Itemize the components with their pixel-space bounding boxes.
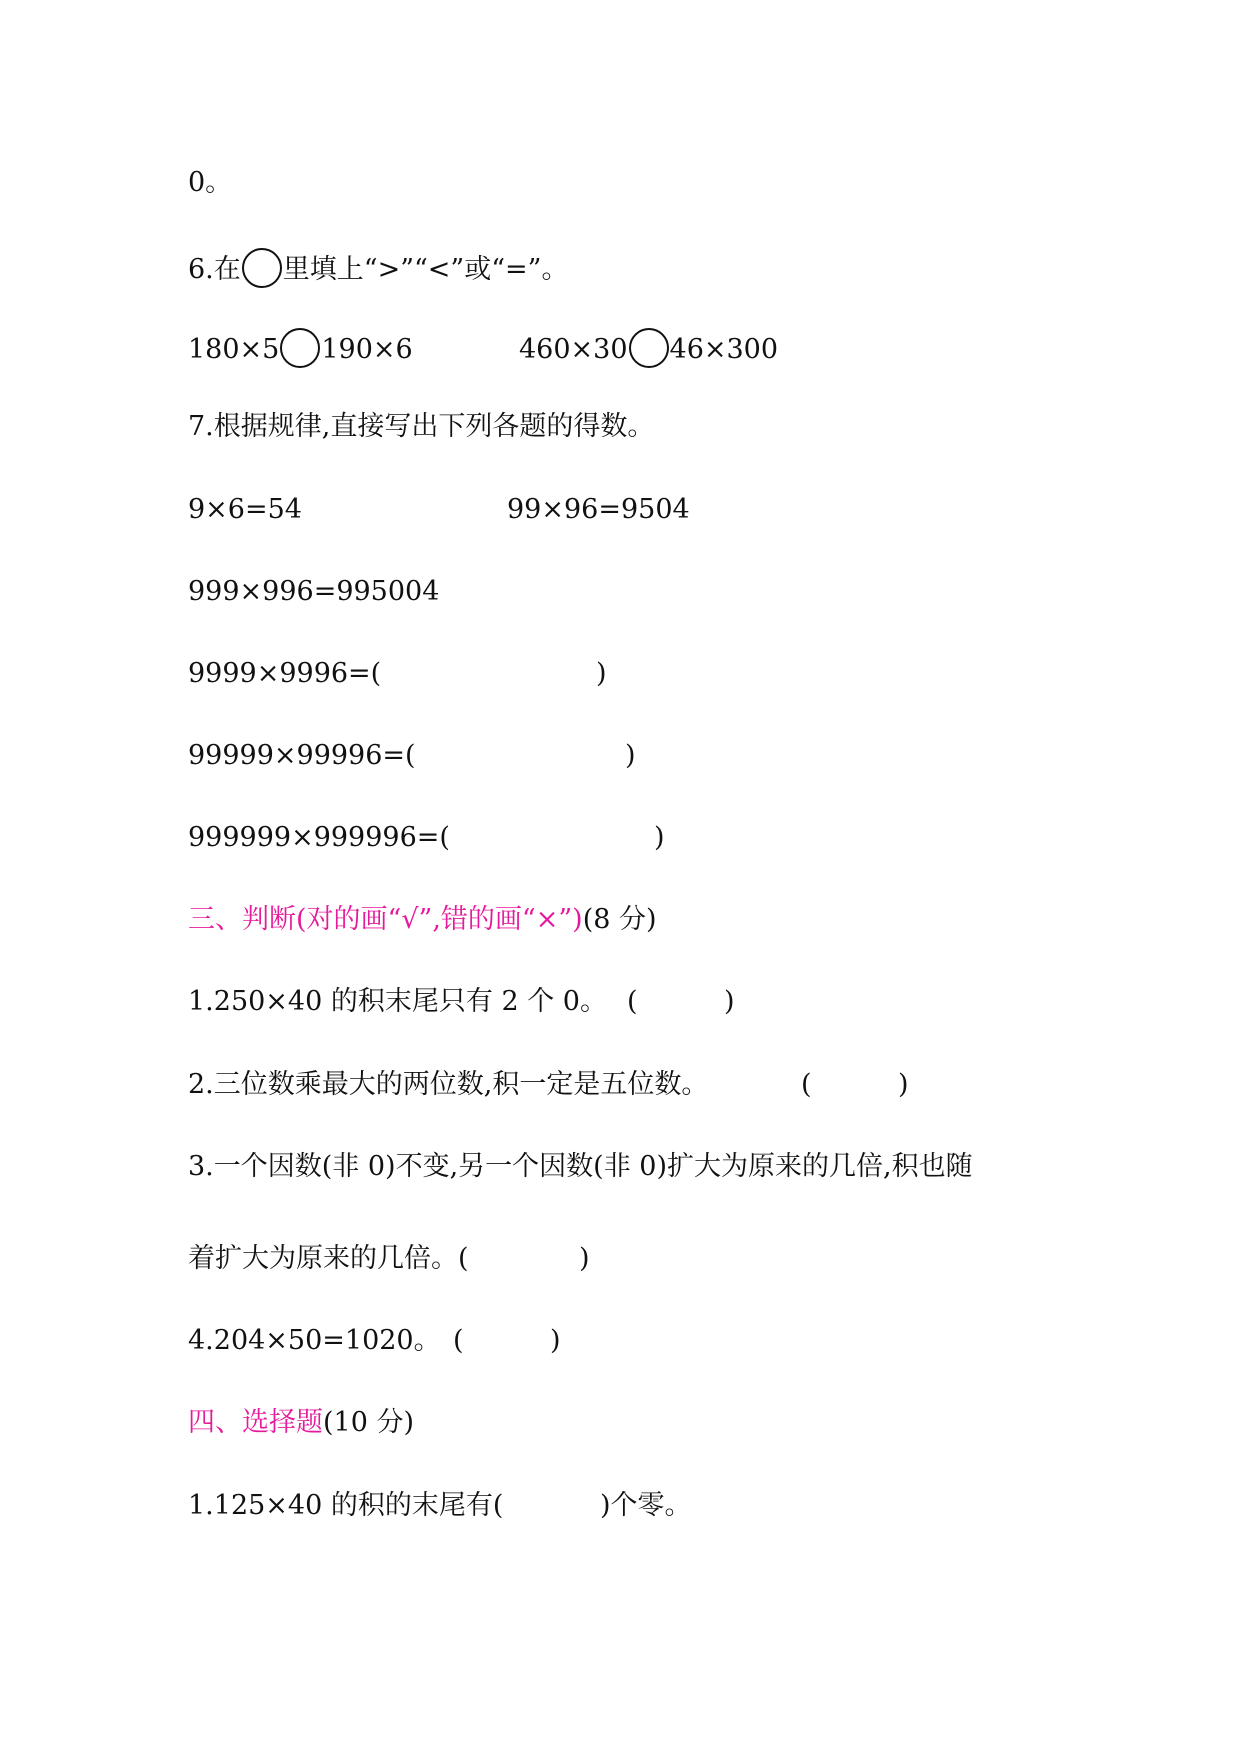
answer-blank-close: ) (625, 740, 636, 771)
judge-4: 4.204×50=1020。 (188, 1325, 441, 1356)
pattern-row-5-expr: 999999×999996=( (188, 822, 450, 853)
pattern-row-1a: 9×6=54 (188, 494, 302, 525)
answer-circle[interactable] (280, 328, 320, 368)
pattern-row-2: 999×996=995004 (188, 576, 440, 607)
comparison-2 (519, 328, 778, 368)
answer-blank-close: ) (550, 1325, 561, 1356)
judge-3-line-2: 着扩大为原来的几倍。( (188, 1243, 469, 1274)
section-score: (10 分) (323, 1407, 415, 1438)
answer-blank-close: ) (724, 986, 735, 1017)
question-6-suffix: 里填上“>”“<”或“=”。 (282, 254, 569, 285)
pattern-row-5 (188, 821, 450, 855)
section-title: 三、判断(对的画“√”,错的画“×”) (188, 904, 583, 935)
section-score: (8 分) (582, 904, 657, 935)
pattern-row-1b: 99×96=9504 (507, 494, 690, 525)
answer-circle[interactable] (242, 248, 282, 288)
section-heading-4 (188, 1406, 414, 1440)
pattern-row-3 (188, 657, 381, 691)
comparison-2-right: 46×300 (669, 334, 779, 365)
choice-1: 1.125×40 的积的末尾有( (188, 1490, 504, 1521)
question-7: 7.根据规律,直接写出下列各题的得数。 (188, 411, 655, 442)
choice-1-rest: )个零。 (600, 1490, 692, 1521)
answer-blank-close: ) (579, 1243, 590, 1274)
answer-blank-open: ( (801, 1069, 812, 1100)
comparison-1-left: 180×5 (188, 334, 280, 365)
comparison-1 (188, 328, 413, 368)
comparison-1-right: 190×6 (321, 334, 413, 365)
answer-circle[interactable] (629, 328, 669, 368)
answer-blank-close: ) (596, 658, 607, 689)
question-6 (188, 248, 568, 288)
judge-3-line-1: 3.一个因数(非 0)不变,另一个因数(非 0)扩大为原来的几倍,积也随 (188, 1151, 973, 1182)
section-heading-3 (188, 903, 657, 937)
answer-blank-close: ) (654, 822, 665, 853)
answer-blank-open: ( (453, 1325, 464, 1356)
answer-blank-open: ( (627, 986, 638, 1017)
comparison-2-left: 460×30 (519, 334, 628, 365)
text-line: 0。 (188, 167, 233, 198)
section-title: 四、选择题 (188, 1407, 323, 1438)
pattern-row-4-expr: 99999×99996=( (188, 740, 416, 771)
pattern-row-3-expr: 9999×9996=( (188, 658, 382, 689)
answer-blank-close: ) (898, 1069, 909, 1100)
question-6-prefix: 6.在 (188, 254, 241, 285)
pattern-row-4 (188, 739, 416, 773)
judge-1: 1.250×40 的积末尾只有 2 个 0。 (188, 986, 607, 1017)
judge-2: 2.三位数乘最大的两位数,积一定是五位数。 (188, 1069, 709, 1100)
